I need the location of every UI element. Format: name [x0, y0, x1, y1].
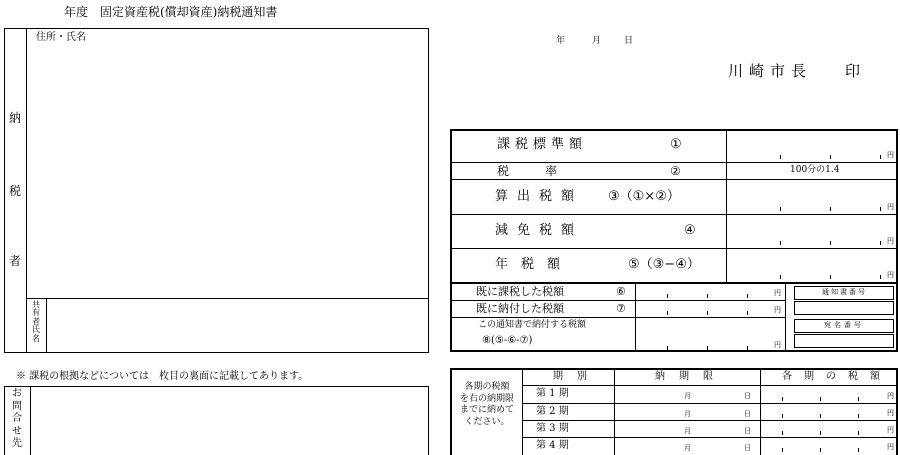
row-mark-4: ④: [684, 223, 696, 238]
row-mark-8: ⑧(⑤-⑥-⑦): [482, 335, 533, 346]
period-2-due-date[interactable]: 月 日: [684, 410, 751, 418]
yen-unit: 円: [887, 271, 894, 279]
period-2-label: 第 2 期: [536, 406, 569, 417]
row-label-already-assessed: 既に課税した税額: [476, 285, 564, 298]
seal-mark: 印: [845, 62, 861, 80]
annual-tax-amount-field[interactable]: [728, 250, 896, 281]
row-mark-5: ⑤（③−④）: [628, 257, 700, 272]
row-mark-1: ①: [670, 137, 682, 152]
exemption-amount-field[interactable]: [728, 216, 896, 247]
yen-unit: 円: [887, 237, 894, 245]
date-day-label: 日: [624, 36, 634, 46]
row-mark-6: ⑥: [616, 285, 626, 298]
period-1-label: 第 1 期: [536, 388, 569, 399]
tax-base-amount-field[interactable]: [728, 131, 896, 161]
yen-unit: 円: [887, 203, 894, 211]
yen-unit: 円: [887, 426, 894, 434]
coowner-label: 共 有 者 氏 名: [32, 300, 40, 343]
yen-unit: 円: [774, 306, 781, 314]
row-label-payable-now: この通知書で納付する税額: [478, 320, 587, 330]
yen-unit: 円: [774, 289, 781, 297]
address-name-label: 住所・氏名: [36, 32, 86, 43]
header-amount: 各 期 の 税 額: [782, 371, 881, 382]
row-label-annual-tax: 年 税 額: [495, 257, 561, 272]
row-mark-7: ⑦: [616, 302, 626, 315]
inquiry-label: お 問 合 せ 先: [12, 388, 22, 449]
coowner-name-field[interactable]: [50, 302, 426, 350]
period-3-amount-field[interactable]: [762, 422, 896, 436]
period-1-due-date[interactable]: 月 日: [684, 392, 751, 400]
date-month-label: 月: [592, 36, 602, 46]
row-label-computed-tax: 算出税額: [495, 189, 584, 204]
period-4-amount-field[interactable]: [762, 439, 896, 453]
taxpayer-char-2: 税: [9, 184, 22, 198]
yen-unit: 円: [887, 443, 894, 451]
row-label-already-paid: 既に納付した税額: [476, 302, 564, 315]
period-3-label: 第 3 期: [536, 423, 569, 434]
basis-note: ※ 課税の根拠などについては 枚目の裏面に記載してあります。: [16, 371, 309, 382]
mayor-name: 川崎市長: [728, 62, 813, 80]
tax-rate-value: 100分の1.4: [790, 165, 840, 175]
inquiry-field[interactable]: [34, 390, 426, 452]
yen-unit: 円: [887, 392, 894, 400]
yen-unit: 円: [887, 151, 894, 159]
row-mark-3: ③（①×②）: [608, 189, 680, 204]
address-number-label: 宛名番号: [824, 321, 864, 329]
date-year-label: 年: [556, 36, 566, 46]
taxpayer-char-3: 者: [9, 254, 22, 268]
installment-instruction: 各期の税額 を右の納期限 までに納めて ください。: [459, 382, 514, 428]
yen-unit: 円: [774, 341, 781, 349]
header-period: 期 別: [553, 371, 589, 382]
address-number-field[interactable]: [794, 334, 894, 348]
already-assessed-amount-field[interactable]: [637, 284, 783, 299]
row-mark-2: ②: [670, 164, 681, 178]
period-4-due-date[interactable]: 月 日: [684, 444, 751, 452]
notice-number-field[interactable]: [794, 301, 894, 315]
computed-tax-amount-field[interactable]: [728, 181, 896, 213]
address-name-field[interactable]: [48, 48, 426, 295]
already-paid-amount-field[interactable]: [637, 302, 783, 316]
period-1-amount-field[interactable]: [762, 387, 896, 402]
period-4-label: 第 4 期: [536, 440, 569, 451]
row-label-exemption: 減免税額: [495, 223, 584, 238]
row-label-tax-base: 課税標準額: [497, 137, 588, 152]
notice-number-label: 通知書番号: [822, 288, 867, 296]
period-3-due-date[interactable]: 月 日: [684, 427, 751, 435]
yen-unit: 円: [887, 409, 894, 417]
form-title: 年度 固定資産税(償却資産)納税通知書: [64, 5, 278, 19]
period-2-amount-field[interactable]: [762, 405, 896, 419]
header-due-date: 納 期 限: [655, 371, 715, 382]
payable-now-amount-field[interactable]: [637, 319, 783, 351]
taxpayer-char-1: 納: [9, 111, 22, 125]
row-label-tax-rate: 税 率: [497, 164, 558, 178]
